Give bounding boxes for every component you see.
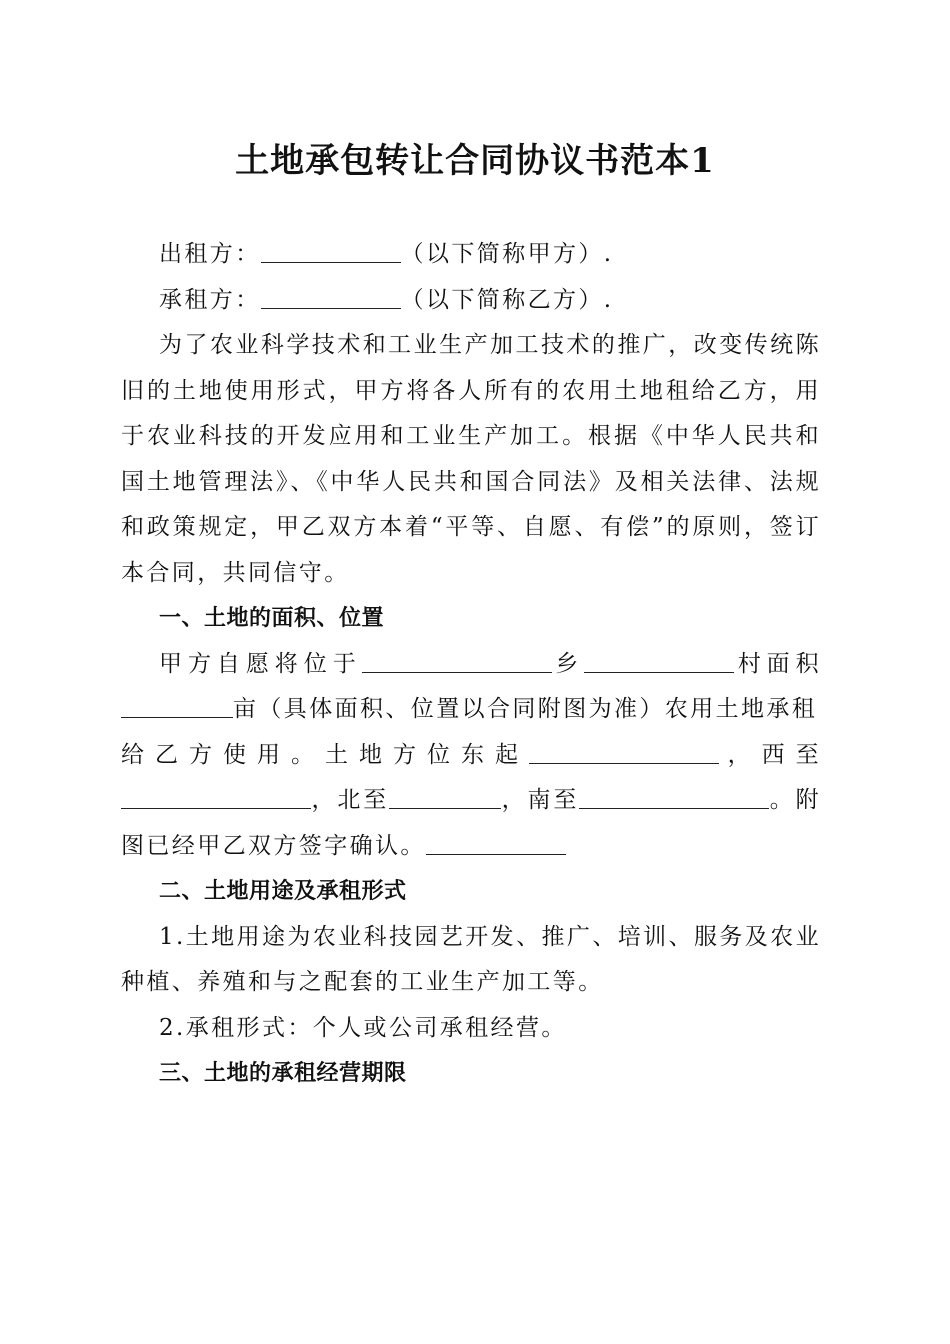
section-2-heading: 二、土地用途及承租形式: [159, 879, 407, 904]
area-blank: [121, 693, 233, 718]
lessor-suffix: （以下简称甲方）.: [400, 241, 614, 267]
lessee-suffix: （以下简称乙方）.: [400, 286, 614, 313]
township-blank: [362, 648, 552, 673]
section-1-line-2: [121, 687, 821, 733]
section-1-line-5: [121, 824, 821, 870]
section-2-item-2: 2.承租形式：个人或公司承租经营。: [159, 1014, 567, 1041]
section-1-text-8: ，南至: [501, 787, 580, 813]
section-1-text-4: 亩（具体面积、位置以合同附图为准）农用土地承租: [233, 696, 818, 722]
section-1-text-2: 乡: [551, 650, 585, 677]
confirm-blank: [426, 830, 566, 855]
lessor-line: [121, 232, 821, 278]
section-1-text-6: ，西至: [719, 741, 821, 768]
north-blank: [389, 784, 501, 809]
section-1-text-9: 。附: [769, 787, 822, 813]
lessee-line: [121, 278, 821, 324]
section-2-item-1: 1.土地用途为农业科技园艺开发、推广、培训、服务及农业种植、养殖和与之配套的工业生产加工等。: [121, 923, 821, 995]
lessor-label: 出租方：: [159, 241, 261, 267]
south-blank: [579, 784, 769, 809]
lessor-blank: [261, 238, 401, 263]
section-1-text-10: 图已经甲乙双方签字确认。: [121, 832, 426, 859]
document-body: [121, 232, 821, 1097]
lessee-blank: [261, 284, 401, 309]
west-blank: [121, 784, 311, 809]
village-blank: [584, 648, 734, 673]
section-1-line-3: [121, 733, 821, 779]
section-1-text-1: 甲方自愿将位于: [159, 650, 362, 677]
section-1-heading: 一、土地的面积、位置: [159, 606, 385, 631]
section-1-text-7: ，北至: [311, 787, 390, 813]
document-title: 土地承包转让合同协议书范本1: [235, 141, 715, 181]
section-1-line-1: [121, 642, 821, 688]
preamble-paragraph: 为了农业科学技术和工业生产加工技术的推广，改变传统陈旧的土地使用形式，甲方将各人所有的农用土地租给乙方，用于农业科技的开发应用和工业生产加工。根据《中华人民共和国土地管理法》、《中华人民共和国合同法》及相关法律、法规和政策规定，甲乙双方本着“平等、自愿、有偿”的原则，签订本合同，共同信守。: [121, 332, 821, 586]
east-blank: [529, 739, 719, 764]
section-1-line-4: [121, 778, 821, 824]
section-1-text-5: 给乙方使用。土地方位东起: [121, 741, 529, 768]
section-3-heading: 三、土地的承租经营期限: [159, 1061, 407, 1086]
section-1-text-3: 村面积: [734, 650, 821, 677]
lessee-label: 承租方：: [159, 286, 261, 313]
